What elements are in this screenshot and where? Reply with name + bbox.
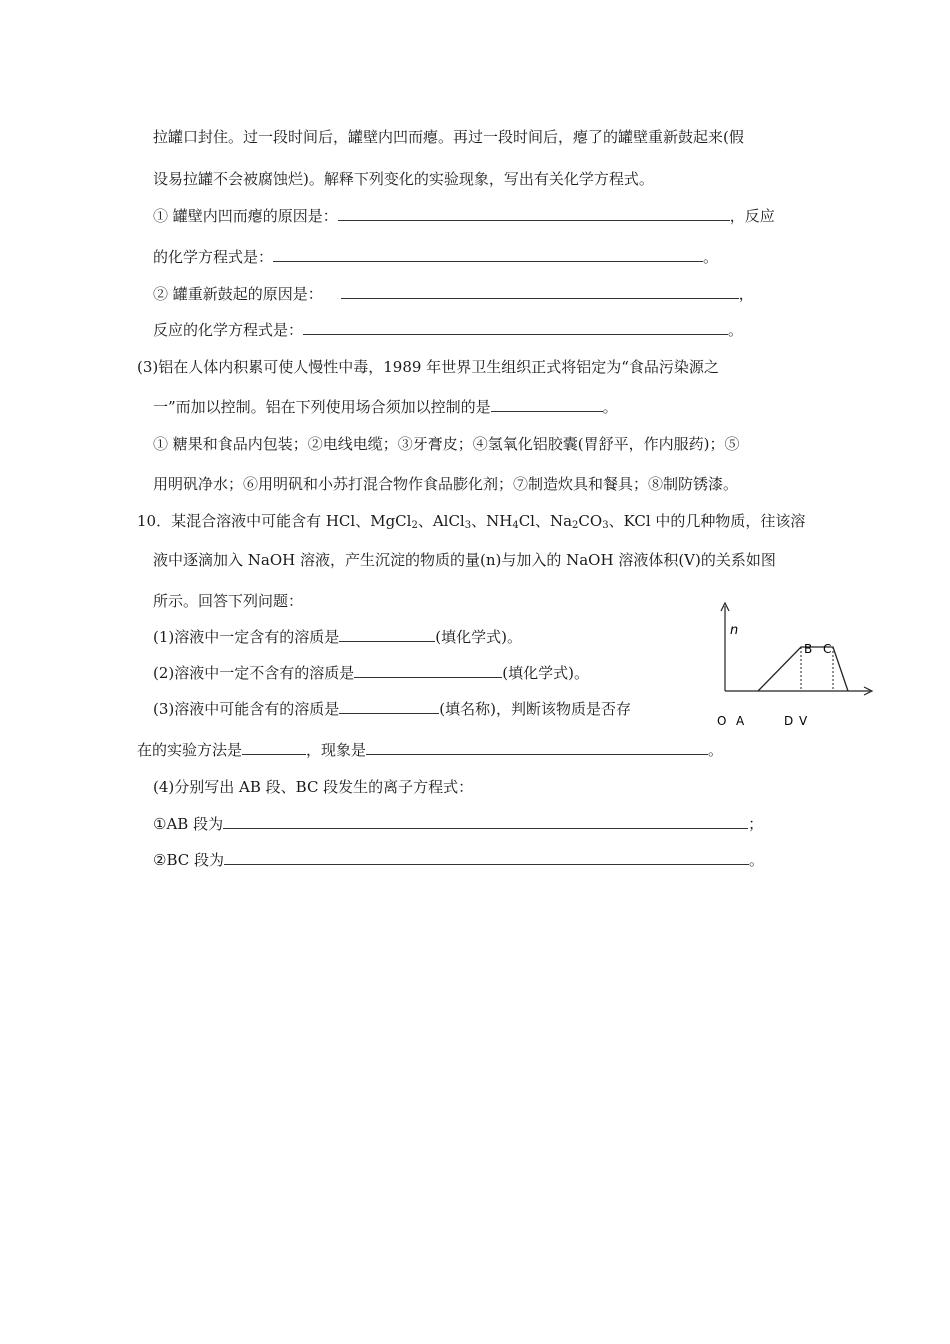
precipitate-graph bbox=[708, 598, 880, 730]
label-o: O bbox=[717, 714, 727, 728]
q10-part3b-label: 在的实验方法是 bbox=[137, 741, 243, 759]
q10-part1-label: (1)溶液中一定含有的溶质是 bbox=[153, 628, 340, 646]
q10-part3b-mid: ，现象是 bbox=[306, 741, 367, 759]
q10-part1-blank[interactable] bbox=[339, 627, 435, 642]
q10-part3b-blank1[interactable] bbox=[242, 740, 306, 755]
q10-part3b bbox=[137, 740, 723, 760]
precipitate-curve bbox=[758, 647, 848, 691]
q10-sub-2: 2 bbox=[411, 520, 418, 531]
q10-intro-line3: 所示。回答下列问题： bbox=[153, 592, 304, 610]
q9-part3-end: 。 bbox=[602, 398, 618, 416]
q10-intro-a: 10．某混合溶液中可能含有 HCl、MgCl bbox=[137, 512, 412, 530]
q10-part2-tail: (填化学式)。 bbox=[502, 664, 589, 682]
q10-ab-label: ①AB 段为 bbox=[153, 815, 224, 833]
q10-part3-blank[interactable] bbox=[339, 699, 439, 714]
q10-intro-line1 bbox=[137, 511, 805, 531]
label-c: C bbox=[823, 642, 832, 656]
q10-ab-end: ； bbox=[748, 815, 764, 833]
q9-item1b-blank[interactable] bbox=[273, 247, 703, 262]
q10-intro-d: Cl、Na bbox=[518, 512, 573, 530]
q9-item2b-end: 。 bbox=[728, 321, 744, 339]
q9-item2b-label: 反应的化学方程式是： bbox=[153, 321, 304, 339]
label-b: B bbox=[804, 642, 813, 656]
q10-part3 bbox=[153, 699, 631, 719]
q9-part3-blank[interactable] bbox=[491, 397, 603, 412]
q10-ab bbox=[153, 814, 763, 834]
label-v: V bbox=[799, 714, 808, 728]
q10-sub-4: 4 bbox=[512, 520, 519, 531]
q10-part4: (4)分别写出 AB 段、BC 段发生的离子方程式： bbox=[153, 778, 474, 796]
label-a: A bbox=[736, 714, 745, 728]
q9-item2b-blank[interactable] bbox=[303, 320, 728, 335]
q9-line2: 设易拉罐不会被腐蚀烂)。解释下列变化的实验现象，写出有关化学方程式。 bbox=[153, 170, 654, 188]
q9-item2-blank[interactable] bbox=[341, 284, 739, 299]
q10-part3b-end: 。 bbox=[708, 741, 724, 759]
q10-bc-end: 。 bbox=[749, 851, 765, 869]
q9-item1-tail: ，反应 bbox=[729, 207, 775, 225]
q10-part3-tail: (填名称)，判断该物质是否存 bbox=[439, 700, 631, 718]
q9-item1-label: ① 罐壁内凹而瘪的原因是： bbox=[153, 207, 338, 225]
q9-item1b bbox=[153, 247, 718, 267]
q10-intro-e: CO bbox=[578, 512, 603, 530]
q9-part3-line1: (3)铝在人体内积累可使人慢性中毒，1989 年世界卫生组织正式将铝定为“食品污染源之 bbox=[137, 358, 719, 376]
q9-line1: 拉罐口封住。过一段时间后，罐壁内凹而瘪。再过一段时间后，瘪了的罐壁重新鼓起来(假 bbox=[153, 128, 744, 146]
q9-item1b-label: 的化学方程式是： bbox=[153, 248, 274, 266]
q10-bc bbox=[153, 850, 764, 870]
q9-item2-tail: ， bbox=[738, 285, 754, 303]
q9-item1 bbox=[153, 206, 775, 226]
q10-part2-label: (2)溶液中一定不含有的溶质是 bbox=[153, 664, 355, 682]
q10-bc-blank[interactable] bbox=[224, 850, 749, 865]
q10-part3b-blank2[interactable] bbox=[366, 740, 708, 755]
q10-intro-f: 、KCl 中的几种物质，往该溶 bbox=[608, 512, 806, 530]
q10-part1-tail: (填化学式)。 bbox=[435, 628, 522, 646]
q9-item2 bbox=[153, 284, 754, 304]
q9-part3-label: 一”而加以控制。铝在下列使用场合须加以控制的是 bbox=[153, 398, 491, 416]
label-d: D bbox=[784, 714, 794, 728]
q10-sub-3: 3 bbox=[464, 520, 472, 531]
q10-sub-3b: 3 bbox=[602, 520, 609, 531]
q10-part3-label: (3)溶液中可能含有的溶质是 bbox=[153, 700, 340, 718]
q10-sub-2b: 2 bbox=[572, 520, 579, 531]
q9-options-line1: ① 糖果和食品内包装；②电线电缆；③牙膏皮；④氢氧化铝胶囊(胃舒平，作内服药)；⑤ bbox=[153, 435, 740, 453]
q9-item2-label: ② 罐重新鼓起的原因是： bbox=[153, 285, 323, 303]
q9-part3-line2 bbox=[153, 397, 618, 417]
q10-intro-line2: 液中逐滴加入 NaOH 溶液，产生沉淀的物质的量(n)与加入的 NaOH 溶液体积(V)的关系如图 bbox=[153, 551, 776, 569]
q9-item1-blank[interactable] bbox=[338, 206, 730, 221]
q10-part1 bbox=[153, 627, 522, 647]
label-n: n bbox=[730, 623, 739, 638]
q9-options-line2: 用明矾净水；⑥用明矾和小苏打混合物作食品膨化剂；⑦制造炊具和餐具；⑧制防锈漆。 bbox=[153, 475, 739, 493]
q10-part2 bbox=[153, 663, 589, 683]
q10-ab-blank[interactable] bbox=[223, 814, 748, 829]
q10-part2-blank[interactable] bbox=[354, 663, 502, 678]
q9-item1b-end: 。 bbox=[703, 248, 719, 266]
q10-intro-c: 、NH bbox=[471, 512, 513, 530]
q9-item2b bbox=[153, 320, 743, 340]
q10-intro-b: 、AlCl bbox=[417, 512, 465, 530]
q10-bc-label: ②BC 段为 bbox=[153, 851, 224, 869]
